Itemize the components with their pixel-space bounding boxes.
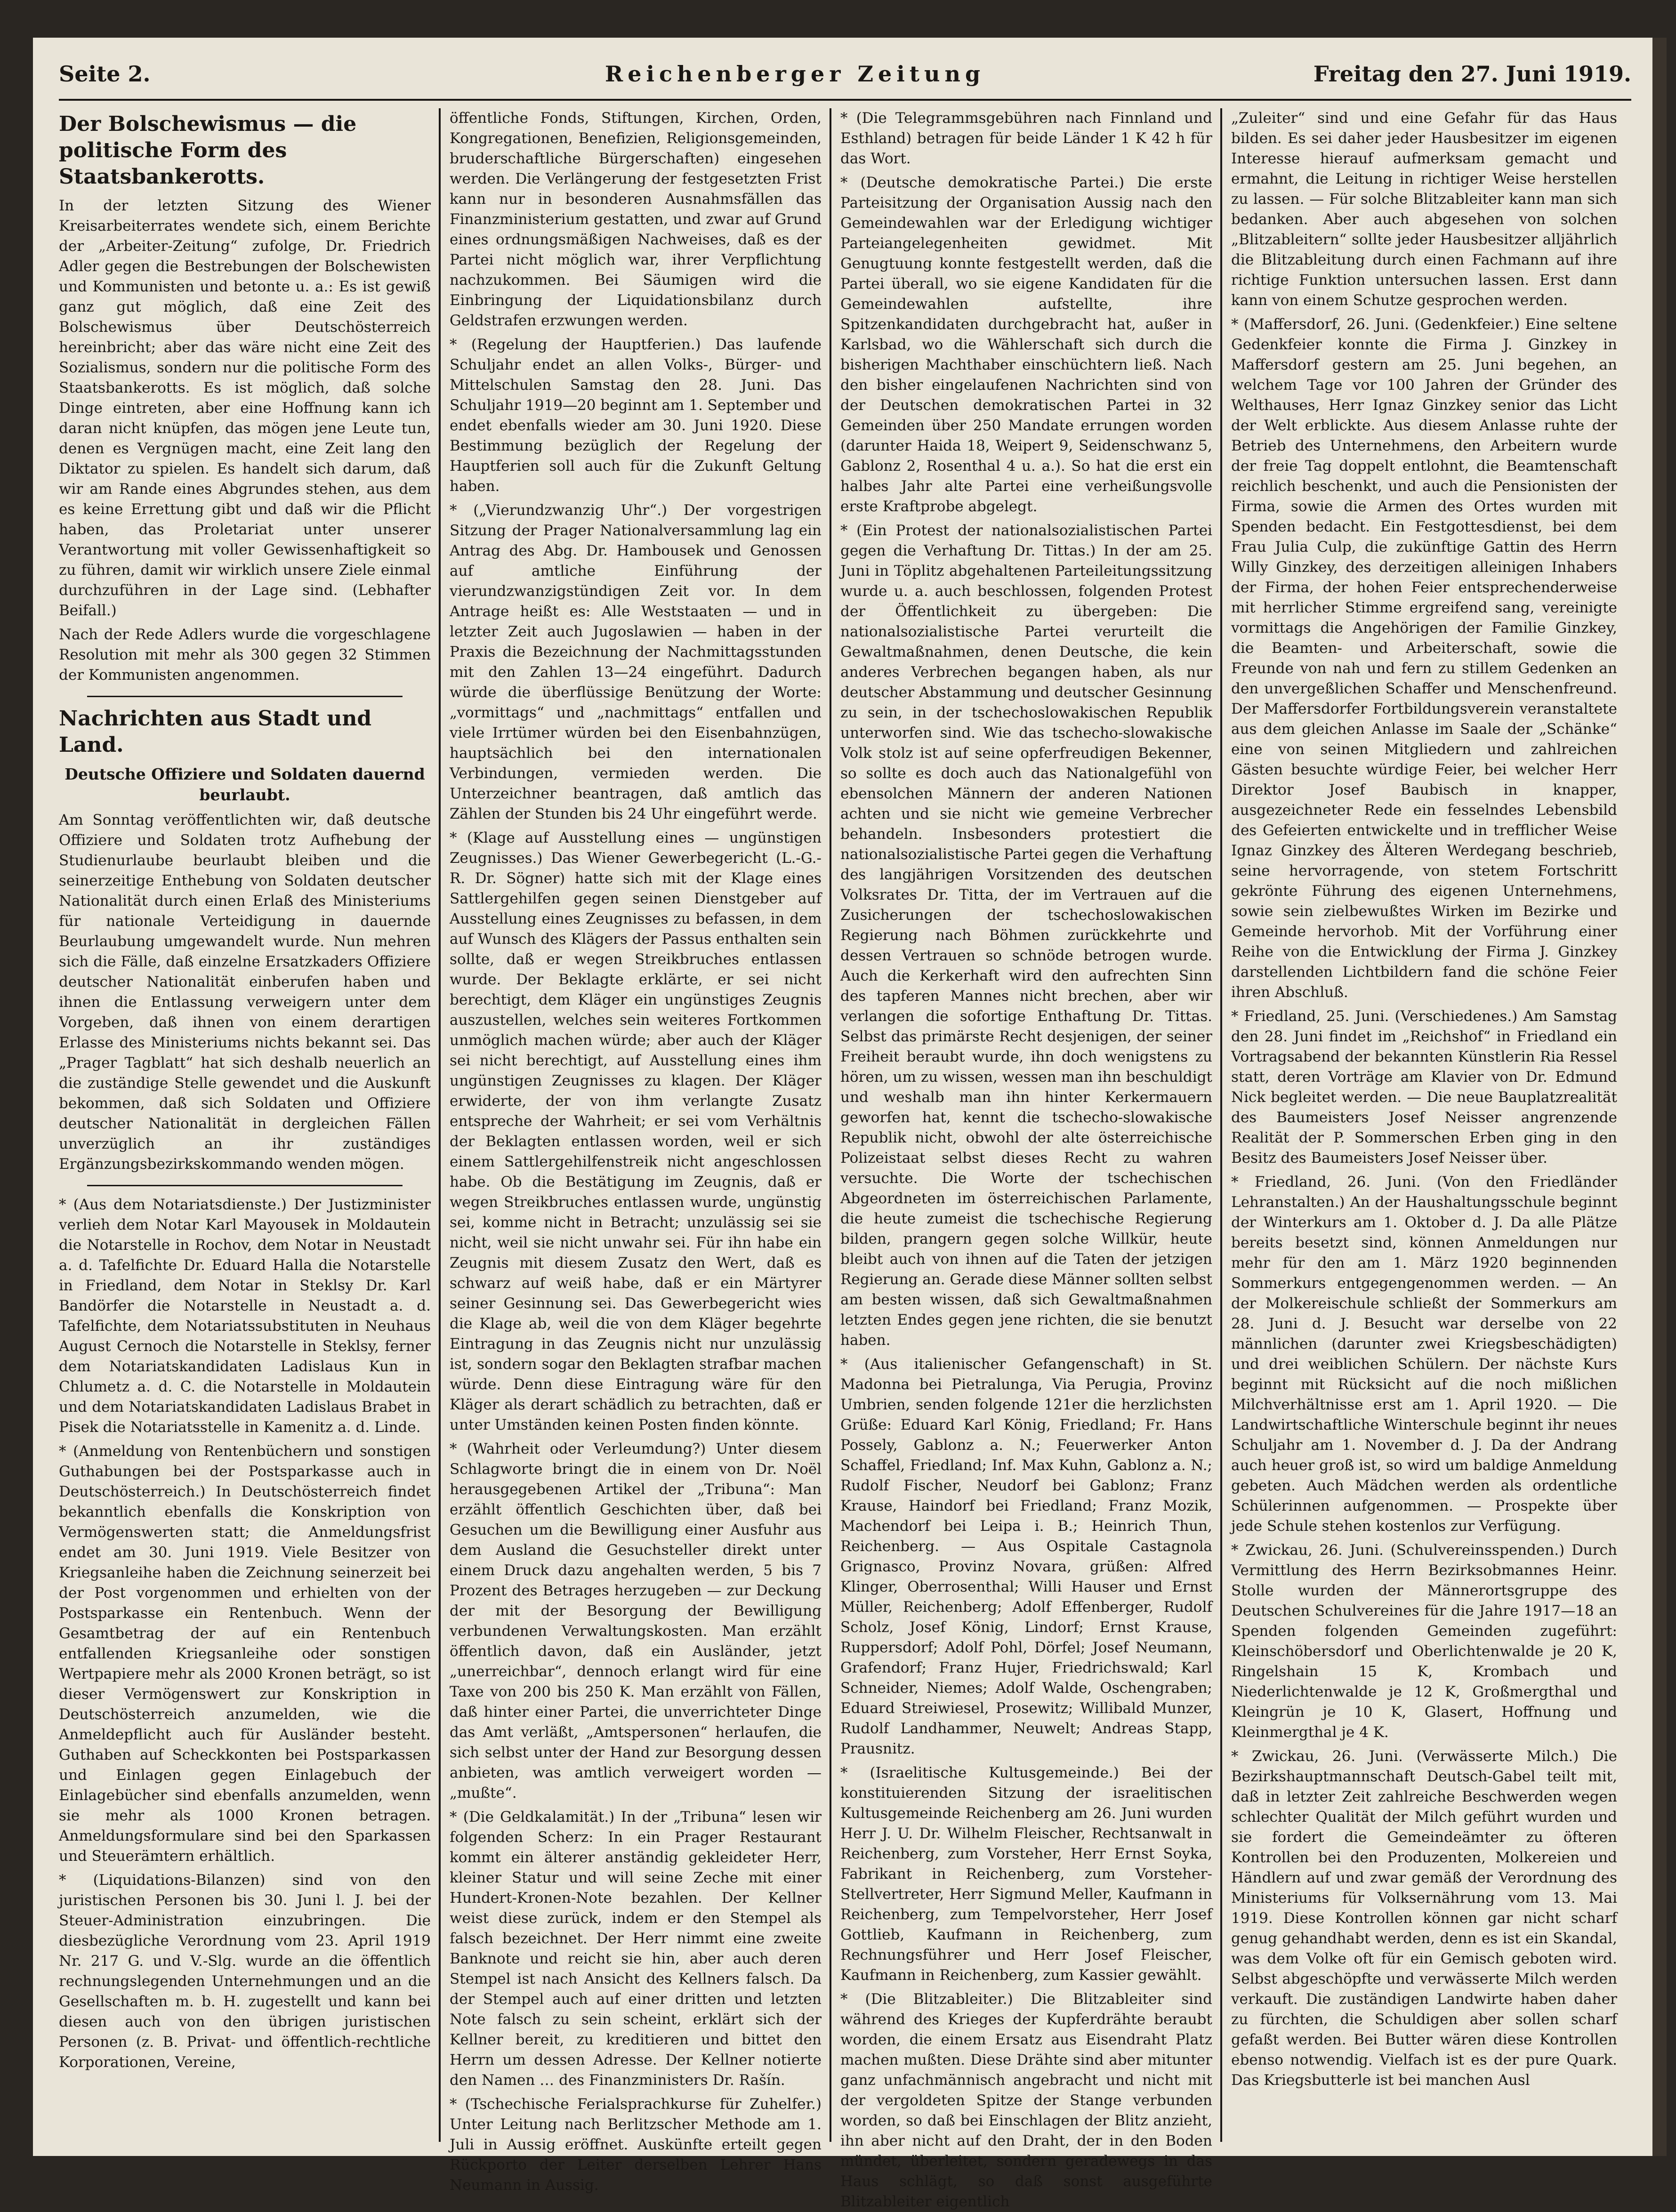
masthead: Reichenberger Zeitung xyxy=(605,61,985,87)
article-title-bolschewismus: Der Bolschewismus — die politische Form des Staatsbankerotts. xyxy=(59,112,357,189)
section-divider xyxy=(87,1185,403,1186)
column-1 xyxy=(59,108,431,2142)
news-item: * (Die Blitzableiter.) Die Blitzableiter sind während des Krieges der Kupferdrähte beraubt worden, die einem Ersatz aus Eisendraht Platz machen mußten. Diese Drähte sind aber mitunter ganz unfachmännisch angebracht und nicht mit der vergoldeten Spitze der Stange verbunden worden, so daß bei Einschlagen der Blitz anzieht, ihn aber nicht auf den Draht, der in den Boden mündet, überleitet, sondern geradewegs in das Haus schlägt, so daß sonst ausgeführte Blitzableiter eigentlich xyxy=(840,1991,1212,2210)
news-item: * (Liquidations-Bilanzen) sind von den juristischen Personen bis 30. Juni l. J. bei der Steuer-Administration einzubringen. Die diesbezügliche Verordnung vom 23. April 1919 Nr. 217 G. und V.-Slg. wurde an die öffentlich rechnungslegenden Unternehmungen und an die Gesellschaften m. b. H. zugestellt und kann bei diesen auch von den übrigen juristischen Personen (z. B. Privat- und öffentlich-rechtliche Korporationen, Vereine, xyxy=(59,1872,431,2071)
column-rule xyxy=(1220,108,1222,2142)
column-4 xyxy=(1231,108,1617,2142)
news-item: * (Regelung der Hauptferien.) Das laufende Schuljahr endet an allen Volks-, Bürger- und Mittelschulen Samstag den 28. Juni. Das Schuljahr 1919—20 beginnt am 1. September und endet ebenfalls wieder am 30. Juni 1920. Diese Bestimmung bezüglich der Regelung der Hauptferien soll auch für die Zukunft Geltung haben. xyxy=(450,336,822,495)
column-rule xyxy=(830,108,831,2142)
news-item: * (Deutsche demokratische Partei.) Die erste Parteisitzung der Organisation Aussig nach den Gemeindewahlen war der Erledigung wichtiger Parteiangelegenheiten gewidmet. Mit Genugtuung konnte festgestellt werden, daß die Partei überall, wo sie eigene Kandidaten für die Gemeindewahlen aufstellte, ihre Spitzenkandidaten durchgebracht hat, außer in Karlsbad, wo die Wählerschaft sich durch die bisherigen Machthaber einschüchtern ließ. Nach den bisher eingelaufenen Nachrichten sind von der Deutschen demokratischen Partei in 32 Gemeinden über 250 Mandate errungen worden (darunter Haida 18, Weipert 9, Seidenschwanz 5, Gablonz 2, Rosenthal 4 u. a.). So hat die erst ein halbes Jahr alte Partei eine verheißungsvolle erste Kraftprobe abgelegt. xyxy=(840,174,1212,515)
news-item: * (Klage auf Ausstellung eines — ungünstigen Zeugnisses.) Das Wiener Gewerbegericht (L.-G.-R. Dr. Sögner) hatte sich mit der Klage eines Sattlergehilfen gegen seinen Dienstgeber auf Ausstellung eines Zeugnisses zu befassen, in dem auf Wunsch des Klägers der Passus enthalten sein sollte, daß er wegen Streikbruches entlassen wurde. Der Beklagte erklärte, er sei nicht berechtigt, dem Kläger ein ungünstiges Zeugnis auszustellen, welches sein weiteres Fortkommen unmöglich machen würde; aber auch der Kläger sei nicht berechtigt, auf Ausstellung eines ihm ungünstigen Zeugnisses zu klagen. Der Kläger erwiderte, der von ihm verlangte Zusatz entspreche der Wahrheit; er sei vom Verhältnis der Beklagten entlassen worden, weil er sich einem Sattlergehilfenstreik nicht angeschlossen habe. Ob die Bestätigung im Zeugnis, daß er wegen Streikbruches entlassen wurde, ungünstig sei, komme nicht in Betracht; unzulässig sei sie nicht, weil sie nicht unwahr sei. Für ihn habe ein Zeugnis mit diesem Zusatz den Wert, daß es schwarz auf weiß habe, daß er ein Märtyrer seiner Gesinnung sei. Das Gewerbegericht wies die Klage ab, weil die von dem Kläger begehrte Eintragung in das Zeugnis nicht nur unzulässig ist, sondern sogar den Beklagten strafbar machen würde. Denn diese Eintragung wäre für den Kläger als derart schädlich zu betrachten, daß er unter Umständen keinen Posten finden könnte. xyxy=(450,829,822,1433)
news-item: * (Anmeldung von Rentenbüchern und sonstigen Guthabungen bei der Postsparkasse auch in Deutschösterreich.) In Deutschösterreich findet bekanntlich ebenfalls die Konskription von Vermögenswerten statt; die Anmeldungsfrist endet am 30. Juni 1919. Viele Besitzer von Kriegsanleihe haben die Zeichnung seinerzeit bei der Post vorgenommen und erhielten von der Postsparkasse ein Rentenbuch. Wenn der Gesamtbetrag der auf ein Rentenbuch entfallenden Kriegsanleihe oder sonstigen Wertpapiere mehr als 2000 Kronen beträgt, so ist dieser Vermögenswert zur Konskription in Deutschösterreich anzumelden, wie die Anmeldepflicht auch für Ausländer besteht. Guthaben auf Scheckkonten bei Postsparkassen und Einlagen gegen Einlagebuch der Einlagebücher sind ebenfalls anzumelden, wenn sie mehr als 1000 Kronen betragen. Anmeldungsformulare sind bei den Sparkassen und Steuerämtern erhältlich. xyxy=(59,1443,431,1865)
news-item: * Zwickau, 26. Juni. (Verwässerte Milch.) Die Bezirkshauptmannschaft Deutsch-Gabel teilt mit, daß in letzter Zeit zahlreiche Beschwerden wegen schlechter Qualität der Milch geführt wurden und sie fordert die Gemeindeämter zu öfteren Kontrollen bei den Produzenten, Molkereien und Händlern auf und zwar gemäß der Verordnung des Ministeriums für Volksernährung vom 13. Mai 1919. Diese Kontrollen können gar nicht scharf genug gehandhabt werden, denn es ist ein Skandal, was dem Volke oft für ein Gemisch geboten wird. Selbst abgeschöpfte und verwässerte Milch werden verkauft. Die zuständigen Landwirte haben daher zu fürchten, die Schuldigen aber sollen scharf gefaßt werden. Bei Butter wären diese Kontrollen ebenso notwendig. Vielfach ist es der pure Quark. Das Kriegsbutterle ist bei manchen Ausl xyxy=(1231,1748,1617,2089)
news-item: * (Die Telegrammsgebühren nach Finnland und Esthland) betragen für beide Länder 1 K 42 h für das Wort. xyxy=(840,110,1212,167)
news-item: „Zuleiter“ sind und eine Gefahr für das Haus bilden. Es sei daher jeder Hausbesitzer im eigenen Interesse hierauf aufmerksam gemacht und ermahnt, die Leitung in richtiger Weise herstellen zu lassen. — Für solche Blitzableiter kann man sich bedanken. Aber auch abgesehen von solchen „Blitzableitern“ sollte jeder Hausbesitzer alljährlich die Blitzableitung durch einen Fachmann auf ihre richtige Funktion untersuchen lassen. Erst dann kann von einem Schutze gesprochen werden. xyxy=(1231,110,1617,309)
news-item: * (Aus dem Notariatsdienste.) Der Justizminister verlieh dem Notar Karl Mayousek in Moldautein die Notarstelle in Rochov, dem Notar in Neustadt a. d. Tafelfichte Dr. Eduard Halla die Notarstelle in Friedland, dem Notar in Steklsy Dr. Karl Bandörfer die Notarstelle in Neustadt a. d. Tafelfichte, dem Notariatssubstituten in Neuhaus August Cernoch die Notarstelle in Steklsy, ferner dem Notariatskandidaten Ladislaus Kun in Chlumetz a. d. C. die Notarstelle in Moldautein und dem Notariatskandidaten Ladislaus Brabet in Pisek die Notariatsstelle in Kamenitz a. d. Linde. xyxy=(59,1196,431,1436)
page-edge-shadow xyxy=(1652,38,1667,2156)
news-item: * (Maffersdorf, 26. Juni. (Gedenkfeier.) Eine seltene Gedenkfeier konnte die Firma J. Ginzkey in Maffersdorf gestern am 25. Juni begehen, an welchem Tage vor 100 Jahren der Gründer des Welthauses, Herr Ignaz Ginzkey senior das Licht der Welt erblickte. Aus diesem Anlasse ruhte der Betrieb des Unternehmens, den Arbeitern wurde der freie Tag doppelt entlohnt, die Beamtenschaft reichlich beschenkt, und auch die Pensionisten der Firma, sowie die Armen des Ortes wurden mit Spenden bedacht. Ein Festgottesdienst, bei dem Frau Julia Culp, die zukünftige Gattin des Herrn Willy Ginzkey, des derzeitigen alleinigen Inhabers der Firma, der hohen Feier entsprechenderweise mit herrlicher Stimme ergreifend sang, vereinigte vormittags die Angehörigen der Familie Ginzkey, die Beamten- und Arbeiterschaft, sowie die Freunde von nah und fern zu stillem Gedenken an den unvergeßlichen Schaffer und Menschenfreund. Der Maffersdorfer Fortbildungsverein veranstaltete aus dem gleichen Anlasse im Saale der „Schänke“ eine von seinen Mitgliedern und zahlreichen Gästen besuchte würdige Feier, bei welcher Herr Direktor Josef Baubisch in knapper, ausgezeichneter Rede ein fesselndes Lebensbild des Gefeierten entwickelte und in trefflicher Weise Ignaz Ginzkey des Älteren Werdegang beschrieb, seine hervorragende, von stetem Fortschritt gekrönte Führung des eigenen Unternehmens, sowie sein zielbewußtes Wirken im Bezirke und Gemeinde hervorhob. Mit der Vorführung einer Reihe von die Entwicklung der Firma J. Ginzkey darstellenden Lichtbildern fand die schöne Feier ihren Abschluß. xyxy=(1231,316,1617,1001)
column-2 xyxy=(450,108,822,2194)
article-title-officers: Deutsche Offiziere und Soldaten dauernd beurlaubt. xyxy=(64,765,425,804)
page-header xyxy=(59,47,1631,101)
newspaper-page xyxy=(33,38,1667,2210)
news-item: öffentliche Fonds, Stiftungen, Kirchen, Orden, Kongregationen, Benefizien, Religionsgemeinden, bruderschaftliche Bürgerschaften) eingesehen werden. Die Verlängerung der festgesetzten Frist kann nur in besonderen Ausnahmsfällen das Finanzministerium gestatten, und zwar auf Grund eines ordnungsmäßigen Nachweises, daß es der Partei nicht möglich war, ihrer Verpflichtung nachzukommen. Bei Säumigen wird die Einbringung der Liquidationsbilanz durch Geldstrafen erzwungen werden. xyxy=(450,110,822,329)
issue-date: Freitag den 27. Juni 1919. xyxy=(1313,61,1631,87)
column-rule xyxy=(439,108,441,2142)
news-item: * (Wahrheit oder Verleumdung?) Unter diesem Schlagworte bringt die in einem von Dr. Noël herausgegebenen Artikel der „Tribuna“: Man erzählt öffentlich Geschichten über, daß bei Gesuchen um die Bewilligung einer Ausfuhr aus dem Ausland die Gesuchsteller direkt unter einem Druck dazu angehalten werden, 5 bis 7 Prozent des Betrages herzugeben — zur Deckung der mit der Besorgung der Bewilligung verbundenen Verwaltungskosten. Man erzählt öffentlich davon, daß ein Ausländer, jetzt „unerreichbar“, dennoch erlangt wird für eine Taxe von 200 bis 250 K. Man erzählt von Fällen, daß hinter einer Partei, die unverrichteter Dinge das Amt verläßt, „Amtspersonen“ herlaufen, die sich selbst unter der Hand zur Besorgung dessen anbieten, was amtlich verweigert worden — „mußte“. xyxy=(450,1440,822,1802)
news-item: * (Aus italienischer Gefangenschaft) in St. Madonna bei Pietralunga, Via Perugia, Provinz Umbrien, senden folgende 121er die herzlichsten Grüße: Eduard Karl König, Friedland; Fr. Hans Possely, Gablonz a. N.; Feuerwerker Anton Schaffel, Friedland; Inf. Max Kuhn, Gablonz a. N.; Rudolf Fischer, Neudorf bei Gablonz; Franz Krause, Haindorf bei Friedland; Franz Mozik, Machendorf bei Leipa i. B.; Heinrich Thun, Reichenberg. — Aus Ospitale Castagnola Grignasco, Provinz Novara, grüßen: Alfred Klinger, Oberrosenthal; Willi Hauser und Ernst Müller, Reichenberg; Adolf Effenberger, Rudolf Scholz, Josef König, Lindorf; Ernst Krause, Ruppersdorf; Adolf Pohl, Dörfel; Josef Neumann, Grafendorf; Franz Hujer, Friedrichswald; Karl Schneider, Niemes; Adolf Walde, Oschengraben; Eduard Streiwiesel, Prosewitz; Willibald Munzer, Rudolf Landhammer, Neuwelt; Andreas Stapp, Prausnitz. xyxy=(840,1356,1212,1757)
news-item: * Friedland, 26. Juni. (Von den Friedländer Lehranstalten.) An der Haushaltungsschule beginnt der Winterkurs am 1. Oktober d. J. Da alle Plätze bereits besetzt sind, können Anmeldungen nur mehr für den am 1. März 1920 beginnenden Sommerkurs entgegengenommen werden. — An der Molkereischule schließt der Sommerkurs am 28. Juni d. J. Besucht war derselbe von 22 männlichen (darunter zwei Kriegsbeschädigten) und drei weiblichen Schülern. Der nächste Kurs beginnt mit Rücksicht auf die noch mißlichen Milchverhältnisse erst am 1. April 1920. — Die Landwirtschaftliche Winterschule beginnt ihr neues Schuljahr am 1. November d. J. Da der Andrang auch heuer groß ist, so wird um baldige Anmeldung gebeten. Auch Mädchen werden als ordentliche Schülerinnen aufgenommen. — Prospekte über jede Schule stehen kostenlos zur Verfügung. xyxy=(1231,1174,1617,1535)
news-item: * (Die Geldkalamität.) In der „Tribuna“ lesen wir folgenden Scherz: In ein Prager Restaurant kommt ein älterer anständig gekleideter Herr, kleiner Statur und will seine Zeche mit einer Hundert-Kronen-Note bezahlen. Der Kellner weist diese zurück, indem er den Stempel als falsch bezeichnet. Der Herr nimmt eine zweite Banknote und reicht sie hin, aber auch deren Stempel ist nach Ansicht des Kellners falsch. Da der Stempel auch auf einer dritten und letzten Note falsch zu sein scheint, erklärt sich der Kellner bereit, zu kreditieren und bittet den Herrn um dessen Adresse. Der Kellner notierte den Namen … des Finanzministers Dr. Rašín. xyxy=(450,1809,822,2089)
news-item: * Friedland, 25. Juni. (Verschiedenes.) Am Samstag den 28. Juni findet im „Reichshof“ in Friedland ein Vortragsabend der bekannten Künstlerin Ria Ressel statt, deren Vorträge am Klavier von Dr. Edmund Nick begleitet werden. — Die neue Bauplatzrealität des Baumeisters Josef Neisser angrenzende Realität der P. Sommerschen Erben ging in den Besitz des Baumeisters Josef Neisser über. xyxy=(1231,1008,1617,1166)
news-item: * (Ein Protest der nationalsozialistischen Partei gegen die Verhaftung Dr. Tittas.) In der am 25. Juni in Töplitz abgehaltenen Parteileitungssitzung wurde u. a. auch beschlossen, folgenden Protest der Öffentlichkeit zu übergeben: Die nationalsozialistische Partei verurteilt die Gewaltmaßnahmen, denen Deutsche, die kein anderes Verbrechen begangen haben, als nur deutscher Abstammung und deutscher Gesinnung zu sein, in der tschechoslowakischen Republik unterworfen sind. Wie das tschecho-slowakische Volk stolz ist auf seine opferfreudigen Bekenner, so sollte es doch auch das Nationalgefühl von ebensolchen Männern der anderen Nationen achten und sie nicht wie gemeine Verbrecher behandeln. Insbesonders protestiert die nationalsozialistische Partei gegen die Verhaftung des langjährigen Vorsitzenden des deutschen Volksrates Dr. Titta, der im Vertrauen auf die Zusicherungen der tschechoslowakischen Regierung nach Böhmen zurückkehrte und dessen Vertrauen so schnöde betrogen wurde. Auch die Kerkerhaft wird den aufrechten Sinn des tapferen Mannes nicht brechen, aber wir verlangen die sofortige Enthaftung Dr. Tittas. Selbst das primärste Recht desjenigen, der seiner Freiheit beraubt wurde, ihn doch wenigstens zu hören, um zu wissen, wessen man ihn beschuldigt und weshalb man ihn hinter Kerkermauern geworfen hat, kennt die tschecho-slowakische Republik nicht, obwohl der alte österreichische Polizeistaat selbst dieses Recht zu wahren versuchte. Die Worte der tschechischen Abgeordneten im österreichischen Parlamente, die heute zumeist die tschechische Regierung bilden, prangern gegen solche Willkür, heute bleibt auch von ihnen auf die Taten der jetzigen Regierung an. Gerade diese Männer sollten selbst am besten wissen, daß sich Gewaltmaßnahmen letzten Endes gegen jene richten, die sie benutzt haben. xyxy=(840,522,1212,1349)
page-number: Seite 2. xyxy=(59,61,151,87)
news-item: * („Vierundzwanzig Uhr“.) Der vorgestrigen Sitzung der Prager Nationalversammlung lag ein Antrag des Abg. Dr. Hambousek und Genossen auf amtliche Einführung der vierundzwanzigstündigen Zeit vor. In dem Antrage heißt es: Alle Weststaaten — und in letzter Zeit auch Jugoslawien — haben in der Praxis die Bezeichnung der Nachmittagsstunden mit den Zahlen 13—24 eingeführt. Dadurch würde die überflüssige Benützung der Worte: „vormittags“ und „nachmittags“ entfallen und viele Irrtümer würden bei den Eisenbahnzügen, hauptsächlich bei den internationalen Verbindungen, vermieden werden. Die Unterzeichner beantragen, daß amtlich das Zählen der Stunden bis 24 Uhr eingeführt werde. xyxy=(450,502,822,822)
article-text: Am Sonntag veröffentlichten wir, daß deutsche Offiziere und Soldaten trotz Aufhebung der Studienurlaube beurlaubt bleiben und die seinerzeitige Enthebung von Soldaten deutscher Nationalität durch einen Erlaß des Ministeriums für nationale Verteidigung in dauernde Beurlaubung umgewandelt wurde. Nun mehren sich die Fälle, daß einzelne Ersatzkaders Offiziere deutscher Nationalität einberufen haben und ihnen die Entlassung verweigern unter dem Vorgeben, daß ihnen von einem derartigen Erlasse des Ministeriums nichts bekannt sei. Das „Prager Tagblatt“ hat sich deshalb neuerlich an die zuständige Stelle gewendet und die Auskunft bekommen, daß sich Soldaten und Offiziere deutscher Nationalität in dergleichen Fällen unverzüglich an ihr zuständiges Ergänzungsbezirkskommando wenden mögen. xyxy=(59,812,431,1173)
section-divider xyxy=(87,696,403,697)
article-text: In der letzten Sitzung des Wiener Kreisarbeiterrates wendete sich, einem Berichte der „Arbeiter-Zeitung“ zufolge, Dr. Friedrich Adler gegen die Bestrebungen der Bolschewisten und Kommunisten und betonte u. a.: Es ist gewiß ganz gut möglich, daß eine Zeit des Bolschewismus über Deutschösterreich hereinbricht; aber das wäre nicht eine Zeit des Sozialismus, sondern nur die politische Form des Staatsbankerotts. Es ist möglich, daß solche Dinge eintreten, aber eine Hoffnung kann ich daran nicht knüpfen, das mögen jene Leute tun, denen es Vergnügen macht, eine Zeit lang den Diktator zu spielen. Es handelt sich darum, daß wir am Rande eines Abgrundes stehen, aus dem es keine Errettung gibt und daß wir die Pflicht haben, das Proletariat unter unserer Verantwortung mit voller Gewissenhaftigkeit so zu führen, damit wir wirklich unsere Ziele einmal durchzuführen in der Lage sind. (Lebhafter Beifall.) xyxy=(59,197,431,619)
news-item: * Zwickau, 26. Juni. (Schulvereinsspenden.) Durch Vermittlung des Herrn Bezirksobmannes Heinr. Stolle wurden der Männerortsgruppe des Deutschen Schulvereines für die Jahre 1917—18 an Spenden folgenden Gemeinden zugeführt: Kleinschöbersdorf und Oberlichtenwalde je 20 K, Ringelshain 15 K, Krombach und Niederlichtenwalde je 12 K, Großmergthal und Kleingrün je 10 K, Glasert, Hoffnung und Kleinmergthal je 4 K. xyxy=(1231,1542,1617,1741)
section-title-local-news: Nachrichten aus Stadt und Land. xyxy=(59,707,372,757)
article-text: Nach der Rede Adlers wurde die vorgeschlagene Resolution mit mehr als 300 gegen 32 Stimmen der Kommunisten angenommen. xyxy=(59,626,431,684)
news-item: * (Tschechische Ferialsprachkurse für Zuhelfer.) Unter Leitung nach Berlitzscher Methode am 1. Juli in Aussig eröffnet. Auskünfte erteilt gegen Rückporto der Leiter derselben Lehrer Hans Neumann in Aussig. xyxy=(450,2096,822,2194)
news-item: * (Israelitische Kultusgemeinde.) Bei der konstituierenden Sitzung der israelitischen Kultusgemeinde Reichenberg am 26. Juni wurden Herr J. U. Dr. Wilhelm Fleischer, Rechtsanwalt in Reichenberg, zum Vorsteher, Herr Ernst Soyka, Fabrikant in Reichenberg, zum Vorsteher-Stellvertreter, Herr Sigmund Meller, Kaufmann in Reichenberg, zum Tempelvorsteher, Herr Josef Gottlieb, Kaufmann in Reichenberg, zum Rechnungsführer und Herr Josef Fleischer, Kaufmann in Reichenberg, zum Kassier gewählt. xyxy=(840,1764,1212,1984)
column-3 xyxy=(840,108,1212,2210)
